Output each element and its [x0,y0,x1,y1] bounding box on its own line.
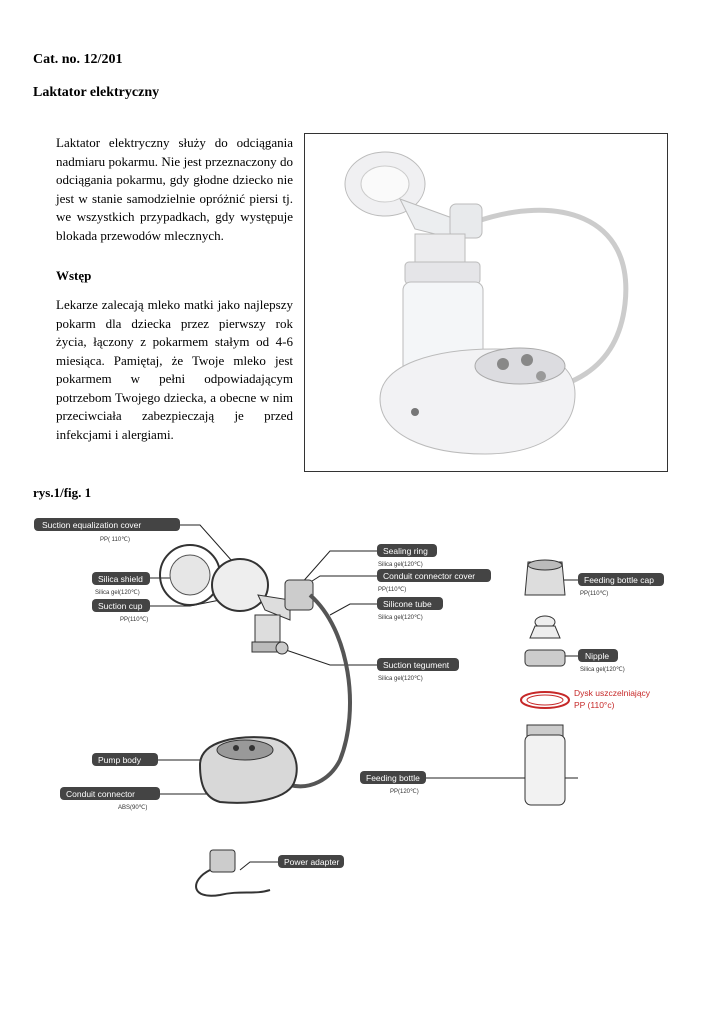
product-photo [304,133,668,472]
label-suction-tegument-name: Suction tegument [383,660,450,670]
label-suction-cup-material: PP(110℃) [120,617,149,623]
label-sealing-disc-material: PP (110°c) [574,700,615,710]
label-silica-shield-material: Silica gel(120℃) [95,590,140,596]
label-conduit-connector-cover [377,569,491,593]
label-suction-equalization-cover-name: Suction equalization cover [42,520,142,530]
label-silicone-tube-name: Silicone tube [383,599,432,609]
label-feeding-bottle-name: Feeding bottle [366,773,420,783]
label-feeding-bottle [360,771,426,795]
figure-caption: rys.1/fig. 1 [33,485,92,500]
label-power-adapter [278,855,344,868]
bottle-parts [521,560,569,805]
label-nipple [578,649,625,673]
label-feeding-bottle-cap [578,573,664,597]
label-sealing-disc-name: Dysk uszczelniający [574,688,651,698]
pump-body-part [200,737,297,803]
label-conduit-connector-cover-material: PP(110℃) [378,587,407,593]
label-sealing-ring-material: Silica gel(120℃) [378,562,423,568]
label-pump-body [92,753,158,766]
label-suction-tegument [377,658,459,682]
section-heading: Wstęp [56,268,92,283]
label-nipple-name: Nipple [585,651,610,661]
intro-paragraph: Laktator elektryczny służy do odciągania nadmiaru pokarmu. Nie jest przeznaczony do odciągania pokarmu, gdy głodne dziecko nie jest w stanie samodzielnie opróżnić piersi tj. we wszystkich przypadkach, gdy występuje blokada przewodów mlecznych. [56,135,293,243]
label-conduit-connector-cover-name: Conduit connector cover [383,571,476,581]
label-power-adapter-name: Power adapter [284,857,340,867]
label-pump-body-name: Pump body [98,755,141,765]
product-title: Laktator elektryczny [33,85,160,100]
label-conduit-connector-name: Conduit connector [66,789,135,799]
label-sealing-ring [377,544,437,568]
second-paragraph: Lekarze zalecają mleko matki jako najlepszy pokarm dla dziecka przez pierwszy rok życia, łączony z pokarmem stałym od 4-6 miesiąca. Pamiętaj, że Twoje mleko jest pokarmem w pełni odpowiadającym potrzebom Twojego dziecka, a obecne w nim przeciwciała zabezpieczają je przed infekcjami i alergiami. [56,297,293,442]
label-sealing-ring-name: Sealing ring [383,546,428,556]
exploded-diagram [30,510,700,910]
label-conduit-connector [60,787,160,811]
label-silicone-tube-material: Silica gel(120℃) [378,615,423,621]
label-feeding-bottle-cap-name: Feeding bottle cap [584,575,654,585]
tube-part [290,595,350,786]
label-silica-shield [92,572,150,596]
funnel-part [160,545,313,654]
label-suction-cup [92,599,150,623]
label-silicone-tube [377,597,443,621]
label-nipple-material: Silica gel(120℃) [580,667,625,673]
power-adapter-part [196,850,270,896]
label-conduit-connector-material: ABS(90℃) [118,805,148,811]
catalog-number: Cat. no. 12/201 [33,52,123,67]
breast-pump-illustration [305,134,667,471]
label-silica-shield-name: Silica shield [98,574,143,584]
label-feeding-bottle-material: PP(120℃) [390,789,419,795]
label-suction-equalization-cover [34,518,180,543]
label-suction-tegument-material: Silica gel(120℃) [378,676,423,682]
label-feeding-bottle-cap-material: PP(110℃) [580,591,609,597]
label-suction-cup-name: Suction cup [98,601,143,611]
label-sealing-disc [574,688,651,710]
label-suction-equalization-cover-material: PP( 110℃) [100,537,130,543]
